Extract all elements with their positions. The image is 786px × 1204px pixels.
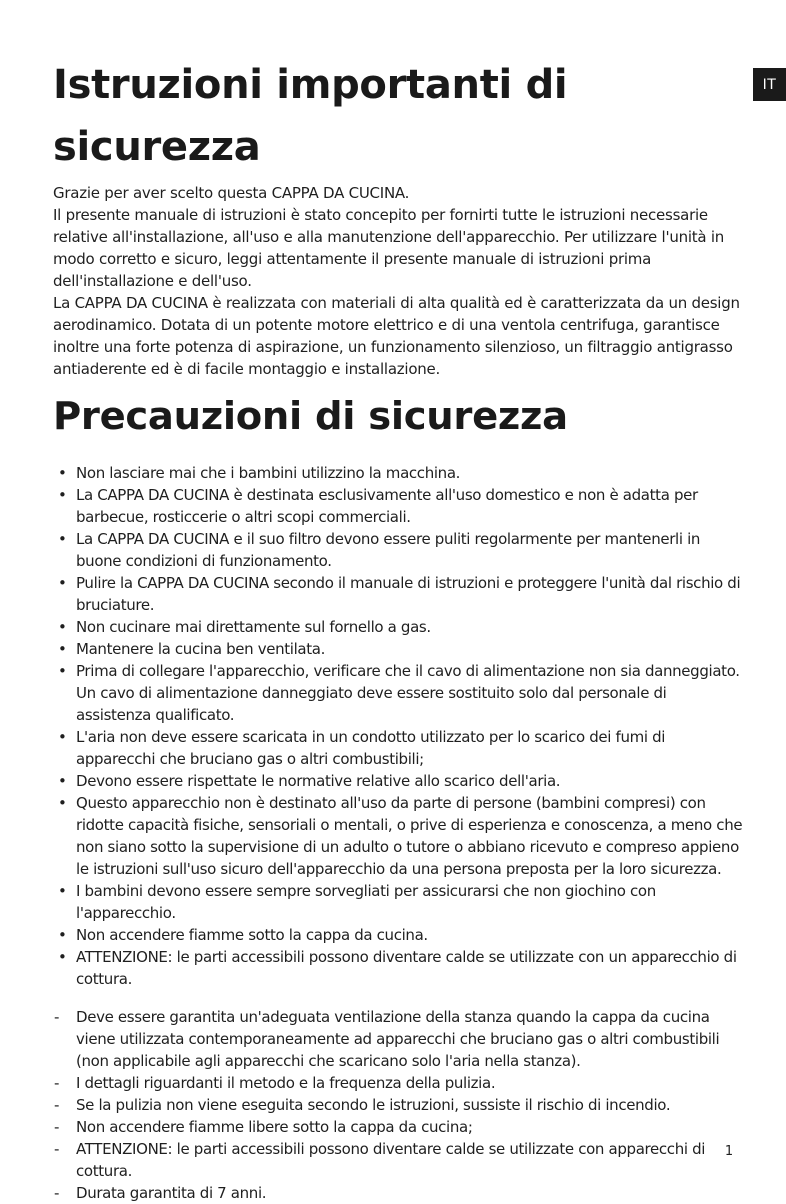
precautions-dash-list xyxy=(53,1006,743,1204)
list-item xyxy=(53,1072,743,1094)
list-item-text: ATTENZIONE: le parti accessibili possono diventare calde se utilizzate con un apparecchio di cottura. xyxy=(76,948,737,988)
list-item xyxy=(53,726,743,770)
list-item-text: La CAPPA DA CUCINA è destinata esclusivamente all'uso domestico e non è adatta per barbecue, rosticcerie o altri scopi commerciali. xyxy=(76,486,698,526)
list-item xyxy=(53,638,743,660)
dash-icon: - xyxy=(54,1118,60,1136)
precautions-bullet-list xyxy=(53,462,743,990)
dash-icon: - xyxy=(54,1184,60,1202)
list-item xyxy=(53,946,743,990)
intro-paragraph: La CAPPA DA CUCINA è realizzata con materiali di alta qualità ed è caratterizzata da un design aerodinamico. Dotata di un potente motore elettrico e di una ventola centrifuga, garantisce inoltre una forte potenza di aspirazione, un funzionamento silenzioso, un filtraggio antigrasso antiaderente ed è di facile montaggio e installazione. xyxy=(53,294,740,378)
bullet-icon: • xyxy=(58,948,67,966)
list-item xyxy=(53,660,743,726)
list-item-text: Durata garantita di 7 anni. xyxy=(76,1184,267,1202)
list-item xyxy=(53,1138,743,1182)
bullet-icon: • xyxy=(58,640,67,658)
page-content xyxy=(53,54,743,1204)
list-item-text: ATTENZIONE: le parti accessibili possono diventare calde se utilizzate con apparecchi di cottura. xyxy=(76,1140,706,1180)
list-item-text: Non lasciare mai che i bambini utilizzino la macchina. xyxy=(76,464,461,482)
list-item xyxy=(53,1094,743,1116)
dash-icon: - xyxy=(54,1008,60,1026)
list-item-text: Deve essere garantita un'adeguata ventilazione della stanza quando la cappa da cucina viene utilizzata contemporaneamente ad apparecchi che bruciano gas o altri combustibili (non applicabile agli apparecchi che scaricano solo l'aria nella stanza). xyxy=(76,1008,720,1070)
list-item-text: I bambini devono essere sempre sorvegliati per assicurarsi che non giochino con l'apparecchio. xyxy=(76,882,656,922)
list-item xyxy=(53,924,743,946)
page-title: Istruzioni importanti di sicurezza xyxy=(53,62,568,170)
list-item xyxy=(53,616,743,638)
bullet-icon: • xyxy=(58,618,67,636)
list-item xyxy=(53,1006,743,1072)
page-number: 1 xyxy=(724,1144,734,1159)
list-item xyxy=(53,792,743,880)
bullet-icon: • xyxy=(58,728,67,746)
list-item-text: Devono essere rispettate le normative relative allo scarico dell'aria. xyxy=(76,772,561,790)
language-tab: IT xyxy=(753,68,786,101)
bullet-icon: • xyxy=(58,662,67,680)
list-item xyxy=(53,484,743,528)
list-item-text: Non cucinare mai direttamente sul fornello a gas. xyxy=(76,618,431,636)
bullet-icon: • xyxy=(58,464,67,482)
list-item xyxy=(53,462,743,484)
bullet-icon: • xyxy=(58,794,67,812)
list-item-text: Mantenere la cucina ben ventilata. xyxy=(76,640,326,658)
intro-paragraph: Il presente manuale di istruzioni è stato concepito per fornirti tutte le istruzioni necessarie relative all'installazione, all'uso e alla manutenzione dell'apparecchio. Per utilizzare l'unità in modo corretto e sicuro, leggi attentamente il presente manuale di istruzioni prima dell'installazione e dell'uso. xyxy=(53,206,725,290)
list-item-text: Non accendere fiamme sotto la cappa da cucina. xyxy=(76,926,428,944)
bullet-icon: • xyxy=(58,882,67,900)
bullet-icon: • xyxy=(58,486,67,504)
list-item xyxy=(53,528,743,572)
list-item-text: I dettagli riguardanti il metodo e la frequenza della pulizia. xyxy=(76,1074,496,1092)
list-item-text: L'aria non deve essere scaricata in un condotto utilizzato per lo scarico dei fumi di apparecchi che bruciano gas o altri combustibili; xyxy=(76,728,666,768)
list-item-text: Prima di collegare l'apparecchio, verificare che il cavo di alimentazione non sia danneggiato. Un cavo di alimentazione danneggiato deve essere sostituito solo dal personale di assistenza qualificato. xyxy=(76,662,740,724)
bullet-icon: • xyxy=(58,530,67,548)
dash-icon: - xyxy=(54,1140,60,1158)
intro-paragraph: Grazie per aver scelto questa CAPPA DA CUCINA. xyxy=(53,184,410,202)
intro-section xyxy=(53,182,743,380)
list-item-text: Pulire la CAPPA DA CUCINA secondo il manuale di istruzioni e proteggere l'unità dal rischio di bruciature. xyxy=(76,574,741,614)
list-item-text: Non accendere fiamme libere sotto la cappa da cucina; xyxy=(76,1118,473,1136)
list-item-text: Questo apparecchio non è destinato all'uso da parte di persone (bambini compresi) con ridotte capacità fisiche, sensoriali o mentali, o prive di esperienza e conoscenza, a meno che non siano sotto la supervisione di un adulto o tutore o abbiano ricevuto e compreso appieno le istruzioni sull'uso sicuro dell'apparecchio da una persona preposta per la loro sicurezza. xyxy=(76,794,743,878)
dash-icon: - xyxy=(54,1096,60,1114)
list-item xyxy=(53,880,743,924)
list-item xyxy=(53,1116,743,1138)
bullet-icon: • xyxy=(58,574,67,592)
bullet-icon: • xyxy=(58,926,67,944)
dash-icon: - xyxy=(54,1074,60,1092)
section-title: Precauzioni di sicurezza xyxy=(53,394,568,439)
list-item xyxy=(53,1182,743,1204)
bullet-icon: • xyxy=(58,772,67,790)
list-item-text: Se la pulizia non viene eseguita secondo le istruzioni, sussiste il rischio di incendio. xyxy=(76,1096,671,1114)
list-item xyxy=(53,572,743,616)
list-item xyxy=(53,770,743,792)
list-item-text: La CAPPA DA CUCINA e il suo filtro devono essere puliti regolarmente per mantenerli in buone condizioni di funzionamento. xyxy=(76,530,701,570)
